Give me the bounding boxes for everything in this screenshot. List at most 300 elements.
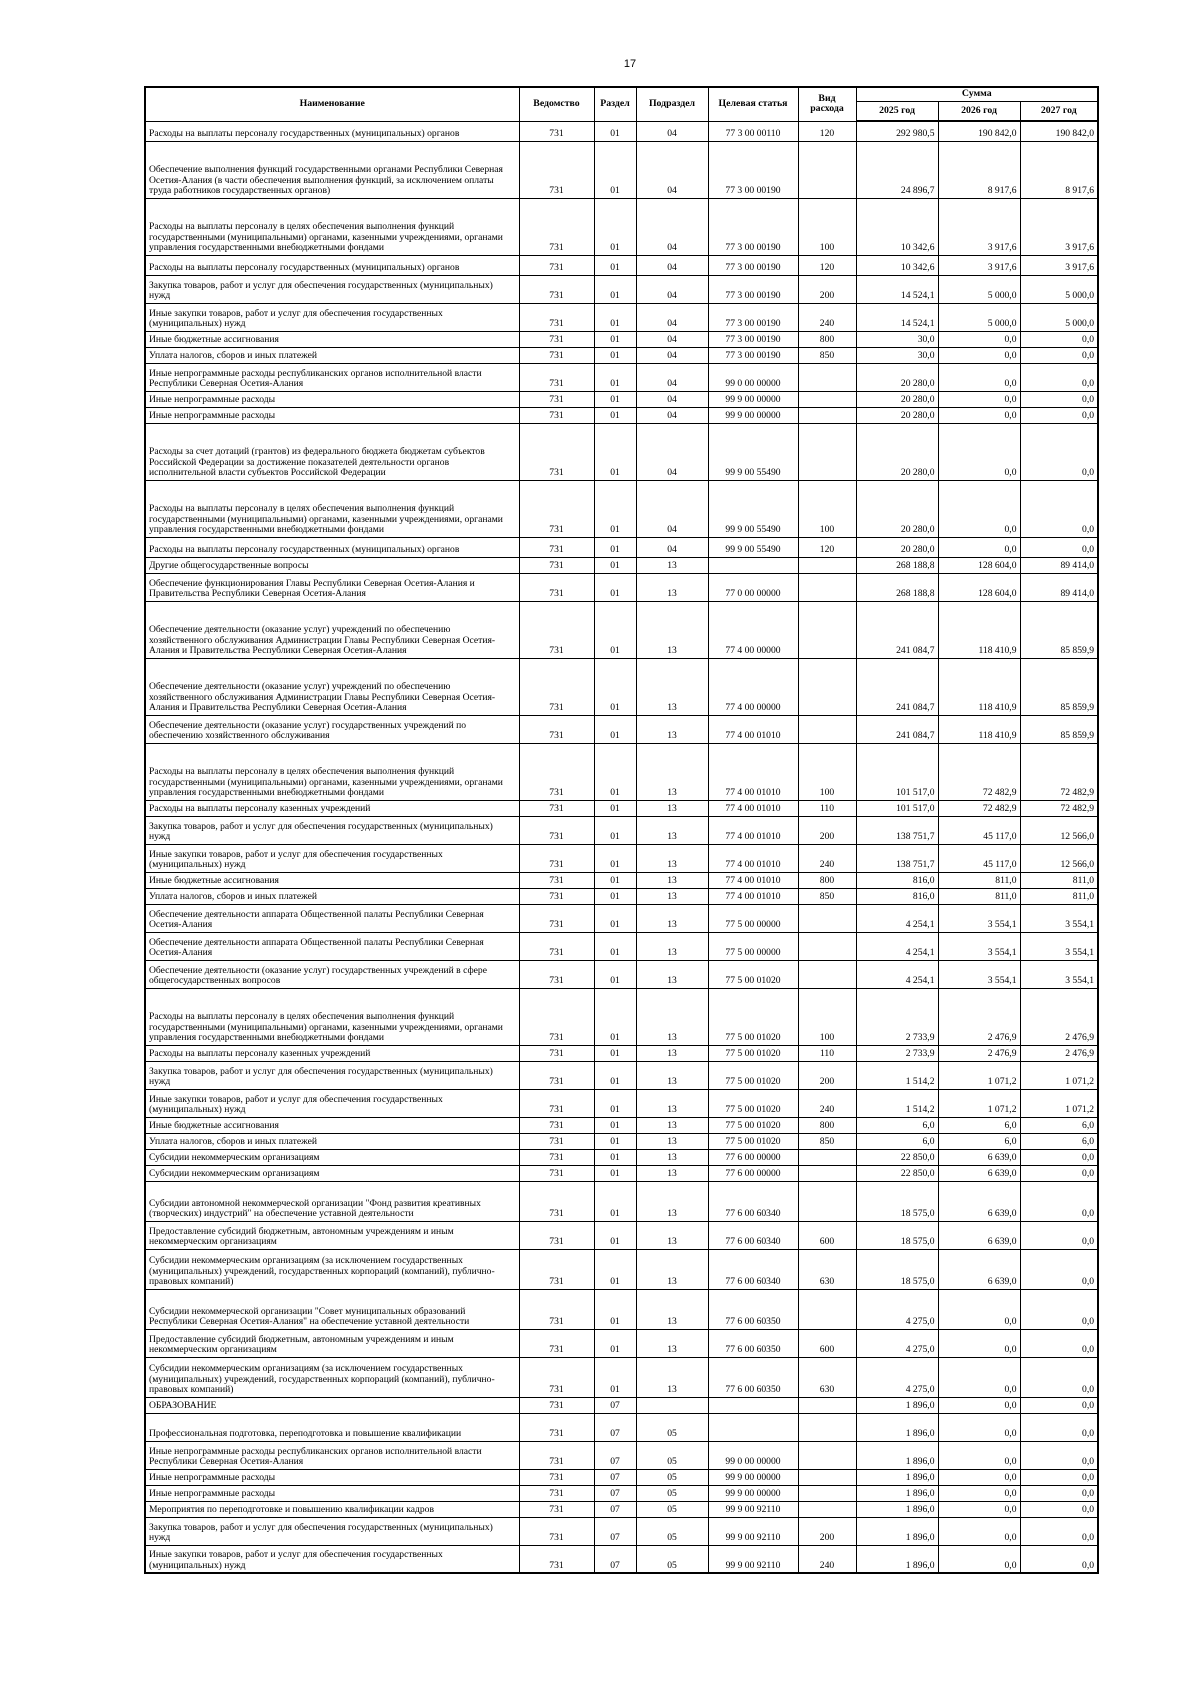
row-sum-2026: 0,0 [938,423,1020,480]
row-kind: 800 [798,331,856,347]
row-sum-2027: 0,0 [1020,1413,1098,1441]
row-sum-2027: 85 859,9 [1020,601,1098,658]
row-dept: 731 [519,601,594,658]
row-sum-2027: 2 476,9 [1020,1045,1098,1061]
row-target: 77 4 00 01010 [708,800,798,816]
row-dept: 731 [519,423,594,480]
row-sum-2026: 72 482,9 [938,800,1020,816]
table-row [145,988,1098,1045]
row-subsection: 13 [636,1149,708,1165]
row-dept: 731 [519,715,594,743]
row-section: 01 [594,743,636,800]
row-section: 01 [594,932,636,960]
row-sum-2027: 0,0 [1020,1441,1098,1469]
row-sum-2027: 12 566,0 [1020,816,1098,844]
row-sum-2025: 816,0 [856,872,938,888]
row-sum-2027: 85 859,9 [1020,715,1098,743]
row-subsection: 04 [636,303,708,331]
row-target: 99 9 00 55490 [708,537,798,557]
row-kind [798,573,856,601]
row-dept: 731 [519,198,594,255]
row-sum-2025: 1 514,2 [856,1061,938,1089]
row-section: 01 [594,601,636,658]
table-row [145,275,1098,303]
row-kind: 630 [798,1357,856,1397]
row-kind [798,1501,856,1517]
table-row [145,1501,1098,1517]
table-row [145,715,1098,743]
row-sum-2025: 4 254,1 [856,932,938,960]
row-sum-2027: 0,0 [1020,363,1098,391]
row-sum-2026: 0,0 [938,331,1020,347]
row-target: 77 5 00 01020 [708,1045,798,1061]
row-target: 77 5 00 01020 [708,1133,798,1149]
row-target [708,1413,798,1441]
row-dept: 731 [519,347,594,363]
row-name: Обеспечение деятельности аппарата Общественной палаты Республики Северная Осетия-Алания [145,932,519,960]
row-kind [798,658,856,715]
row-sum-2026: 3 554,1 [938,932,1020,960]
row-name: Расходы на выплаты персоналу в целях обеспечения выполнения функций государственными (муниципальными) органами, казенными учреждениями, органами управления государственными внебюджетными фондами [145,988,519,1045]
row-name: Иные закупки товаров, работ и услуг для обеспечения государственных (муниципальных) нужд [145,1089,519,1117]
row-sum-2026: 6 639,0 [938,1221,1020,1249]
row-sum-2026: 118 410,9 [938,715,1020,743]
row-name: Иные закупки товаров, работ и услуг для обеспечения государственных (муниципальных) нужд [145,303,519,331]
row-name: Расходы на выплаты персоналу государственных (муниципальных) органов [145,255,519,275]
header-dept: Ведомство [519,87,594,121]
row-kind: 630 [798,1249,856,1289]
row-name: Закупка товаров, работ и услуг для обеспечения государственных (муниципальных) нужд [145,816,519,844]
header-section: Раздел [594,87,636,121]
row-sum-2027: 811,0 [1020,872,1098,888]
row-subsection: 13 [636,557,708,573]
row-sum-2025: 6,0 [856,1133,938,1149]
row-section: 07 [594,1413,636,1441]
row-subsection: 13 [636,1133,708,1149]
row-subsection: 05 [636,1517,708,1545]
row-target: 77 6 00 00000 [708,1165,798,1181]
table-row [145,1061,1098,1089]
row-name: Иные бюджетные ассигнования [145,331,519,347]
row-dept: 731 [519,1149,594,1165]
row-subsection: 13 [636,960,708,988]
row-sum-2027: 0,0 [1020,331,1098,347]
table-row [145,537,1098,557]
row-sum-2027: 1 071,2 [1020,1089,1098,1117]
row-sum-2026: 45 117,0 [938,816,1020,844]
row-section: 01 [594,1221,636,1249]
table-row [145,743,1098,800]
row-name: Иные непрограммные расходы республиканских органов исполнительной власти Республики Северная Осетия-Алания [145,363,519,391]
row-section: 01 [594,988,636,1045]
row-sum-2027: 3 917,6 [1020,198,1098,255]
row-target: 99 9 00 00000 [708,1469,798,1485]
row-sum-2027: 0,0 [1020,537,1098,557]
row-target: 77 0 00 00000 [708,573,798,601]
row-subsection: 04 [636,275,708,303]
row-subsection: 05 [636,1441,708,1469]
row-section: 01 [594,816,636,844]
row-dept: 731 [519,407,594,423]
row-sum-2025: 1 514,2 [856,1089,938,1117]
row-sum-2026: 0,0 [938,1545,1020,1573]
row-name: ОБРАЗОВАНИЕ [145,1397,519,1413]
row-sum-2025: 24 896,7 [856,141,938,198]
row-name: Расходы на выплаты персоналу государственных (муниципальных) органов [145,121,519,141]
row-sum-2027: 0,0 [1020,1149,1098,1165]
row-kind: 600 [798,1329,856,1357]
row-sum-2027: 72 482,9 [1020,743,1098,800]
row-name: Обеспечение функционирования Главы Республики Северная Осетия-Алания и Правительства Республики Северная Осетия-Алания [145,573,519,601]
row-sum-2027: 190 842,0 [1020,121,1098,141]
row-kind [798,1413,856,1441]
row-subsection: 13 [636,1089,708,1117]
row-name: Иные непрограммные расходы [145,1469,519,1485]
row-subsection: 13 [636,1329,708,1357]
row-sum-2027: 89 414,0 [1020,573,1098,601]
row-section: 01 [594,960,636,988]
row-subsection: 04 [636,537,708,557]
table-body [145,121,1098,1573]
row-subsection: 05 [636,1501,708,1517]
table-row [145,573,1098,601]
row-sum-2026: 0,0 [938,537,1020,557]
row-dept: 731 [519,1133,594,1149]
row-dept: 731 [519,800,594,816]
table-row [145,1413,1098,1441]
row-dept: 731 [519,255,594,275]
table-row [145,1221,1098,1249]
row-name: Профессиональная подготовка, переподготовка и повышение квалификации [145,1413,519,1441]
row-name: Расходы за счет дотаций (грантов) из федерального бюджета бюджетам субъектов Российской Федерации за достижение показателей деятельности органов исполнительной власти субъектов Российской Федерации [145,423,519,480]
row-sum-2025: 14 524,1 [856,303,938,331]
row-sum-2027: 89 414,0 [1020,557,1098,573]
row-dept: 731 [519,988,594,1045]
row-target: 77 6 00 60350 [708,1357,798,1397]
header-sum: Сумма [856,87,1098,101]
row-dept: 731 [519,275,594,303]
table-row [145,816,1098,844]
row-subsection: 04 [636,347,708,363]
row-dept: 731 [519,1045,594,1061]
row-section: 01 [594,141,636,198]
row-dept: 731 [519,1517,594,1545]
table-row [145,1133,1098,1149]
row-dept: 731 [519,1089,594,1117]
row-kind: 600 [798,1221,856,1249]
row-name: Расходы на выплаты персоналу казенных учреждений [145,1045,519,1061]
table-row [145,255,1098,275]
row-kind [798,1165,856,1181]
row-sum-2026: 3 554,1 [938,904,1020,932]
row-section: 01 [594,1061,636,1089]
row-section: 01 [594,407,636,423]
header-2025: 2025 год [856,101,938,121]
row-sum-2026: 811,0 [938,872,1020,888]
row-sum-2025: 1 896,0 [856,1501,938,1517]
table-header [145,87,1098,121]
row-section: 07 [594,1441,636,1469]
row-sum-2025: 4 254,1 [856,904,938,932]
row-dept: 731 [519,1501,594,1517]
row-target: 77 5 00 01020 [708,1117,798,1133]
table-row [145,601,1098,658]
row-target: 77 6 00 60350 [708,1289,798,1329]
row-kind: 100 [798,743,856,800]
row-sum-2025: 1 896,0 [856,1441,938,1469]
row-sum-2027: 3 554,1 [1020,960,1098,988]
row-sum-2026: 72 482,9 [938,743,1020,800]
row-name: Предоставление субсидий бюджетным, автономным учреждениям и иным некоммерческим организациям [145,1329,519,1357]
row-section: 01 [594,480,636,537]
row-sum-2026: 0,0 [938,1397,1020,1413]
row-section: 01 [594,872,636,888]
row-subsection: 04 [636,198,708,255]
row-subsection: 04 [636,423,708,480]
row-sum-2026: 45 117,0 [938,844,1020,872]
row-sum-2027: 72 482,9 [1020,800,1098,816]
row-target: 77 5 00 01020 [708,1089,798,1117]
row-target: 99 9 00 55490 [708,423,798,480]
row-target: 77 6 00 60350 [708,1329,798,1357]
table-row [145,1089,1098,1117]
row-subsection: 04 [636,141,708,198]
row-sum-2026: 3 554,1 [938,960,1020,988]
table-row [145,1545,1098,1573]
row-sum-2027: 3 554,1 [1020,904,1098,932]
row-sum-2025: 10 342,6 [856,255,938,275]
row-sum-2027: 0,0 [1020,1397,1098,1413]
row-sum-2026: 118 410,9 [938,601,1020,658]
row-sum-2026: 5 000,0 [938,275,1020,303]
row-subsection: 13 [636,904,708,932]
row-subsection: 13 [636,1165,708,1181]
table-row [145,1249,1098,1289]
row-target: 77 5 00 00000 [708,904,798,932]
row-dept: 731 [519,573,594,601]
row-sum-2027: 0,0 [1020,391,1098,407]
row-subsection: 05 [636,1545,708,1573]
row-sum-2027: 0,0 [1020,407,1098,423]
row-sum-2026: 0,0 [938,1329,1020,1357]
row-sum-2027: 0,0 [1020,1501,1098,1517]
row-target: 99 0 00 00000 [708,363,798,391]
row-target: 77 5 00 01020 [708,988,798,1045]
row-section: 01 [594,423,636,480]
row-subsection: 04 [636,363,708,391]
row-target: 99 9 00 92110 [708,1501,798,1517]
row-sum-2027: 0,0 [1020,1181,1098,1221]
row-sum-2027: 0,0 [1020,423,1098,480]
row-target: 77 3 00 00190 [708,275,798,303]
row-sum-2026: 0,0 [938,1485,1020,1501]
table-row [145,1469,1098,1485]
row-subsection: 13 [636,1117,708,1133]
row-sum-2025: 20 280,0 [856,537,938,557]
row-sum-2026: 0,0 [938,480,1020,537]
row-target [708,557,798,573]
header-2027: 2027 год [1020,101,1098,121]
row-subsection: 13 [636,1221,708,1249]
row-section: 01 [594,573,636,601]
row-section: 01 [594,888,636,904]
row-target: 77 4 00 01010 [708,715,798,743]
row-kind [798,1469,856,1485]
row-dept: 731 [519,331,594,347]
header-target: Целевая статья [708,87,798,121]
row-section: 01 [594,1329,636,1357]
row-sum-2027: 0,0 [1020,1165,1098,1181]
table-row [145,1117,1098,1133]
row-target: 99 9 00 92110 [708,1517,798,1545]
row-sum-2026: 6 639,0 [938,1249,1020,1289]
row-sum-2025: 1 896,0 [856,1545,938,1573]
row-kind: 200 [798,275,856,303]
row-kind: 240 [798,1545,856,1573]
row-kind: 100 [798,198,856,255]
row-sum-2025: 101 517,0 [856,743,938,800]
header-subsection: Подраздел [636,87,708,121]
row-subsection: 13 [636,988,708,1045]
row-name: Закупка товаров, работ и услуг для обеспечения государственных (муниципальных) нужд [145,1061,519,1089]
row-subsection: 13 [636,1357,708,1397]
row-kind [798,407,856,423]
row-section: 01 [594,121,636,141]
table-row [145,800,1098,816]
table-row [145,872,1098,888]
row-section: 01 [594,255,636,275]
row-kind: 120 [798,255,856,275]
row-sum-2025: 241 084,7 [856,601,938,658]
table-row [145,888,1098,904]
row-sum-2026: 128 604,0 [938,557,1020,573]
row-target: 99 9 00 92110 [708,1545,798,1573]
row-sum-2027: 0,0 [1020,1545,1098,1573]
row-kind [798,932,856,960]
table-row [145,932,1098,960]
row-subsection: 04 [636,407,708,423]
row-target: 77 3 00 00190 [708,198,798,255]
row-name: Субсидии автономной некоммерческой организации "Фонд развития креативных (творческих) индустрий" на обеспечение уставной деятельности [145,1181,519,1221]
row-section: 01 [594,198,636,255]
row-section: 07 [594,1517,636,1545]
row-dept: 731 [519,888,594,904]
row-sum-2026: 8 917,6 [938,141,1020,198]
row-name: Обеспечение деятельности (оказание услуг) учреждений по обеспечению хозяйственного обслуживания Администрации Главы Республики Северная Осетия-Алания и Правительства Республики Северная Осетия-Алания [145,601,519,658]
row-target: 77 3 00 00190 [708,331,798,347]
table-row [145,1181,1098,1221]
row-target: 77 3 00 00110 [708,121,798,141]
row-target: 99 9 00 00000 [708,391,798,407]
row-name: Иные непрограммные расходы [145,407,519,423]
table-row [145,1397,1098,1413]
row-kind: 850 [798,1133,856,1149]
row-kind [798,1181,856,1221]
row-name: Обеспечение деятельности (оказание услуг) государственных учреждений в сфере общегосударственных вопросов [145,960,519,988]
row-subsection: 05 [636,1469,708,1485]
row-target: 77 4 00 01010 [708,888,798,904]
row-target: 77 3 00 00190 [708,255,798,275]
row-name: Иные бюджетные ассигнования [145,872,519,888]
row-target: 77 4 00 00000 [708,658,798,715]
row-target: 77 6 00 60340 [708,1221,798,1249]
row-target: 77 4 00 01010 [708,844,798,872]
row-section: 07 [594,1485,636,1501]
row-section: 01 [594,1181,636,1221]
row-section: 01 [594,1249,636,1289]
row-sum-2025: 4 254,1 [856,960,938,988]
header-2026: 2026 год [938,101,1020,121]
row-dept: 731 [519,1061,594,1089]
row-kind [798,1441,856,1469]
row-sum-2025: 18 575,0 [856,1249,938,1289]
row-kind: 800 [798,1117,856,1133]
row-sum-2027: 0,0 [1020,1357,1098,1397]
table-row [145,904,1098,932]
row-name: Субсидии некоммерческой организации "Совет муниципальных образований Республики Северная Осетия-Алания" на обеспечение уставной деятельности [145,1289,519,1329]
table-row [145,1149,1098,1165]
row-sum-2025: 18 575,0 [856,1181,938,1221]
table-row [145,1165,1098,1181]
row-sum-2026: 1 071,2 [938,1089,1020,1117]
row-subsection: 04 [636,331,708,347]
row-sum-2026: 6 639,0 [938,1149,1020,1165]
row-target: 77 6 00 60340 [708,1181,798,1221]
row-kind: 800 [798,872,856,888]
row-section: 01 [594,1149,636,1165]
row-sum-2026: 0,0 [938,363,1020,391]
row-kind: 240 [798,1089,856,1117]
row-subsection: 13 [636,932,708,960]
row-dept: 731 [519,1165,594,1181]
row-sum-2025: 20 280,0 [856,480,938,537]
row-sum-2025: 22 850,0 [856,1165,938,1181]
row-dept: 731 [519,844,594,872]
row-target: 99 9 00 00000 [708,407,798,423]
row-kind: 850 [798,888,856,904]
row-section: 01 [594,1045,636,1061]
row-dept: 731 [519,391,594,407]
row-sum-2025: 14 524,1 [856,275,938,303]
row-sum-2025: 241 084,7 [856,715,938,743]
row-kind [798,960,856,988]
row-dept: 731 [519,537,594,557]
table-row [145,1045,1098,1061]
row-sum-2027: 0,0 [1020,1517,1098,1545]
row-sum-2027: 2 476,9 [1020,988,1098,1045]
row-sum-2026: 0,0 [938,1413,1020,1441]
page-number: 17 [623,58,637,70]
row-name: Обеспечение деятельности аппарата Общественной палаты Республики Северная Осетия-Алания [145,904,519,932]
row-sum-2025: 18 575,0 [856,1221,938,1249]
table-row [145,844,1098,872]
table-row [145,331,1098,347]
row-name: Иные закупки товаров, работ и услуг для обеспечения государственных (муниципальных) нужд [145,1545,519,1573]
row-name: Обеспечение выполнения функций государственными органами Республики Северная Осетия-Алания (в части обеспечения выполнения функций, за исключением оплаты труда работников государственных органов) [145,141,519,198]
row-target: 77 4 00 01010 [708,872,798,888]
row-dept: 731 [519,1249,594,1289]
header-kind: Вид расхода [798,87,856,121]
row-sum-2025: 292 980,5 [856,121,938,141]
header-name: Наименование [145,87,519,121]
row-sum-2027: 5 000,0 [1020,303,1098,331]
table-row [145,121,1098,141]
row-sum-2025: 4 275,0 [856,1357,938,1397]
row-sum-2027: 1 071,2 [1020,1061,1098,1089]
row-sum-2027: 85 859,9 [1020,658,1098,715]
row-section: 07 [594,1501,636,1517]
row-section: 01 [594,391,636,407]
